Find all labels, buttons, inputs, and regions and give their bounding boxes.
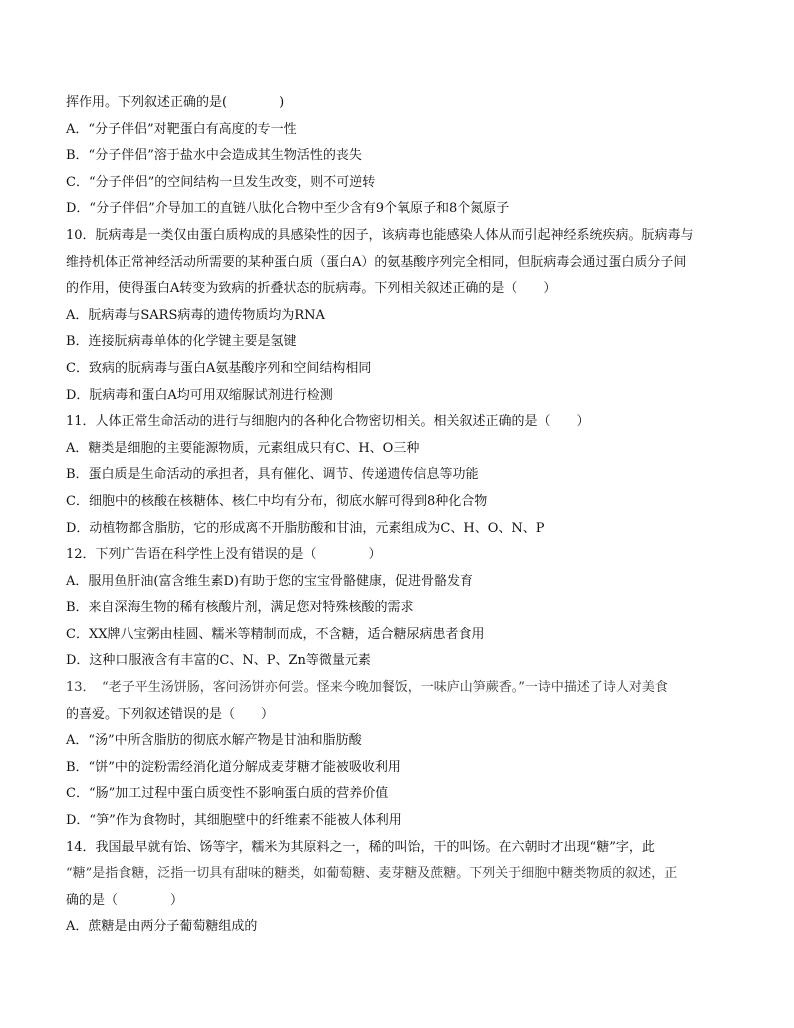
q13-option-c: C．“肠”加工过程中蛋白质变性不影响蛋白质的营养价值: [66, 786, 389, 802]
q13-option-a: A．“汤”中所含脂肪的彻底水解产物是甘油和脂肪酸: [66, 733, 362, 749]
q11-stem: 11．人体正常生命活动的进行与细胞内的各种化合物密切相关。相关叙述正确的是（ ）: [66, 414, 590, 430]
q12-option-d: D．这种口服液含有丰富的C、N、P、Zn等微量元素: [66, 653, 371, 669]
q13-stem-line-1: 13． “老子平生汤饼肠，客问汤饼亦何尝。怪来今晚加餐饭，一味庐山笋蕨香。”一诗中描述了诗人对美食: [66, 680, 668, 696]
q13-option-d: D．“笋”作为食物时，其细胞壁中的纤维素不能被人体利用: [66, 813, 402, 829]
q14-stem-line-2: “糖”是指食糖，泛指一切具有甜味的糖类，如葡萄糖、麦芽糖及蔗糖。下列关于细胞中糖类物质的叙述，正: [66, 866, 678, 882]
q12-option-c: C．XX牌八宝粥由桂圆、糯米等精制而成，不含糖，适合糖尿病患者食用: [66, 626, 485, 642]
q11-option-b: B．蛋白质是生命活动的承担者，具有催化、调节、传递遗传信息等功能: [66, 467, 479, 483]
q12-option-a: A．服用鱼肝油(富含维生素D)有助于您的宝宝骨骼健康，促进骨骼发育: [66, 573, 473, 589]
q13-option-b: B．“饼”中的淀粉需经消化道分解成麦芽糖才能被吸收利用: [66, 759, 401, 775]
q12-stem: 12．下列广告语在科学性上没有错误的是（ ）: [66, 547, 382, 563]
q9-option-d: D．“分子伴侣”介导加工的直链八肽化合物中至少含有9个氧原子和8个氮原子: [66, 201, 510, 217]
q11-option-a: A．糖类是细胞的主要能源物质，元素组成只有C、H、O三种: [66, 440, 420, 456]
document-page: [66, 90, 730, 941]
q14-stem-line-3: 确的是（ ）: [66, 892, 184, 908]
q11-option-c: C．细胞中的核酸在核糖体、核仁中均有分布，彻底水解可得到8种化合物: [66, 493, 488, 509]
q9-stem-end: 挥作用。下列叙述正确的是( ): [66, 95, 285, 110]
q10-option-a: A．朊病毒与SARS病毒的遗传物质均为RNA: [66, 307, 325, 323]
q10-stem-line-2: 维持机体正常神经活动所需要的某种蛋白质（蛋白A）的氨基酸序列完全相同，但朊病毒会通过蛋白质分子间: [66, 254, 687, 270]
q13-stem-line-2: 的喜爱。下列叙述错误的是（ ）: [66, 706, 275, 722]
q9-option-c: C．“分子伴侣”的空间结构一旦发生改变，则不可逆转: [66, 174, 376, 190]
q12-option-b: B．来自深海生物的稀有核酸片剂，满足您对特殊核酸的需求: [66, 600, 414, 616]
q10-stem-line-3: 的作用，使得蛋白A转变为致病的折叠状态的朊病毒。下列相关叙述正确的是（ ）: [66, 281, 557, 297]
q10-option-b: B．连接朊病毒单体的化学键主要是氢键: [66, 334, 297, 350]
q10-option-c: C．致病的朊病毒与蛋白A氨基酸序列和空间结构相同: [66, 360, 372, 376]
q14-stem-line-1: 14．我国最早就有饴、饧等字，糯米为其原料之一，稀的叫饴，干的叫饧。在六朝时才出现“糖”字，此: [66, 839, 655, 855]
q9-option-a: A．“分子伴侣”对靶蛋白有高度的专一性: [66, 121, 297, 137]
q14-option-a: A．蔗糖是由两分子葡萄糖组成的: [66, 919, 258, 935]
q9-option-b: B．“分子伴侣”溶于盐水中会造成其生物活性的丧失: [66, 148, 362, 164]
q10-option-d: D．朊病毒和蛋白A均可用双缩脲试剂进行检测: [66, 387, 333, 403]
q11-option-d: D．动植物都含脂肪，它的形成离不开脂肪酸和甘油，元素组成为C、H、O、N、P: [66, 520, 545, 536]
q10-stem-line-1: 10．朊病毒是一类仅由蛋白质构成的具感染性的因子，该病毒也能感染人体从而引起神经系统疾病。朊病毒与: [66, 227, 694, 243]
